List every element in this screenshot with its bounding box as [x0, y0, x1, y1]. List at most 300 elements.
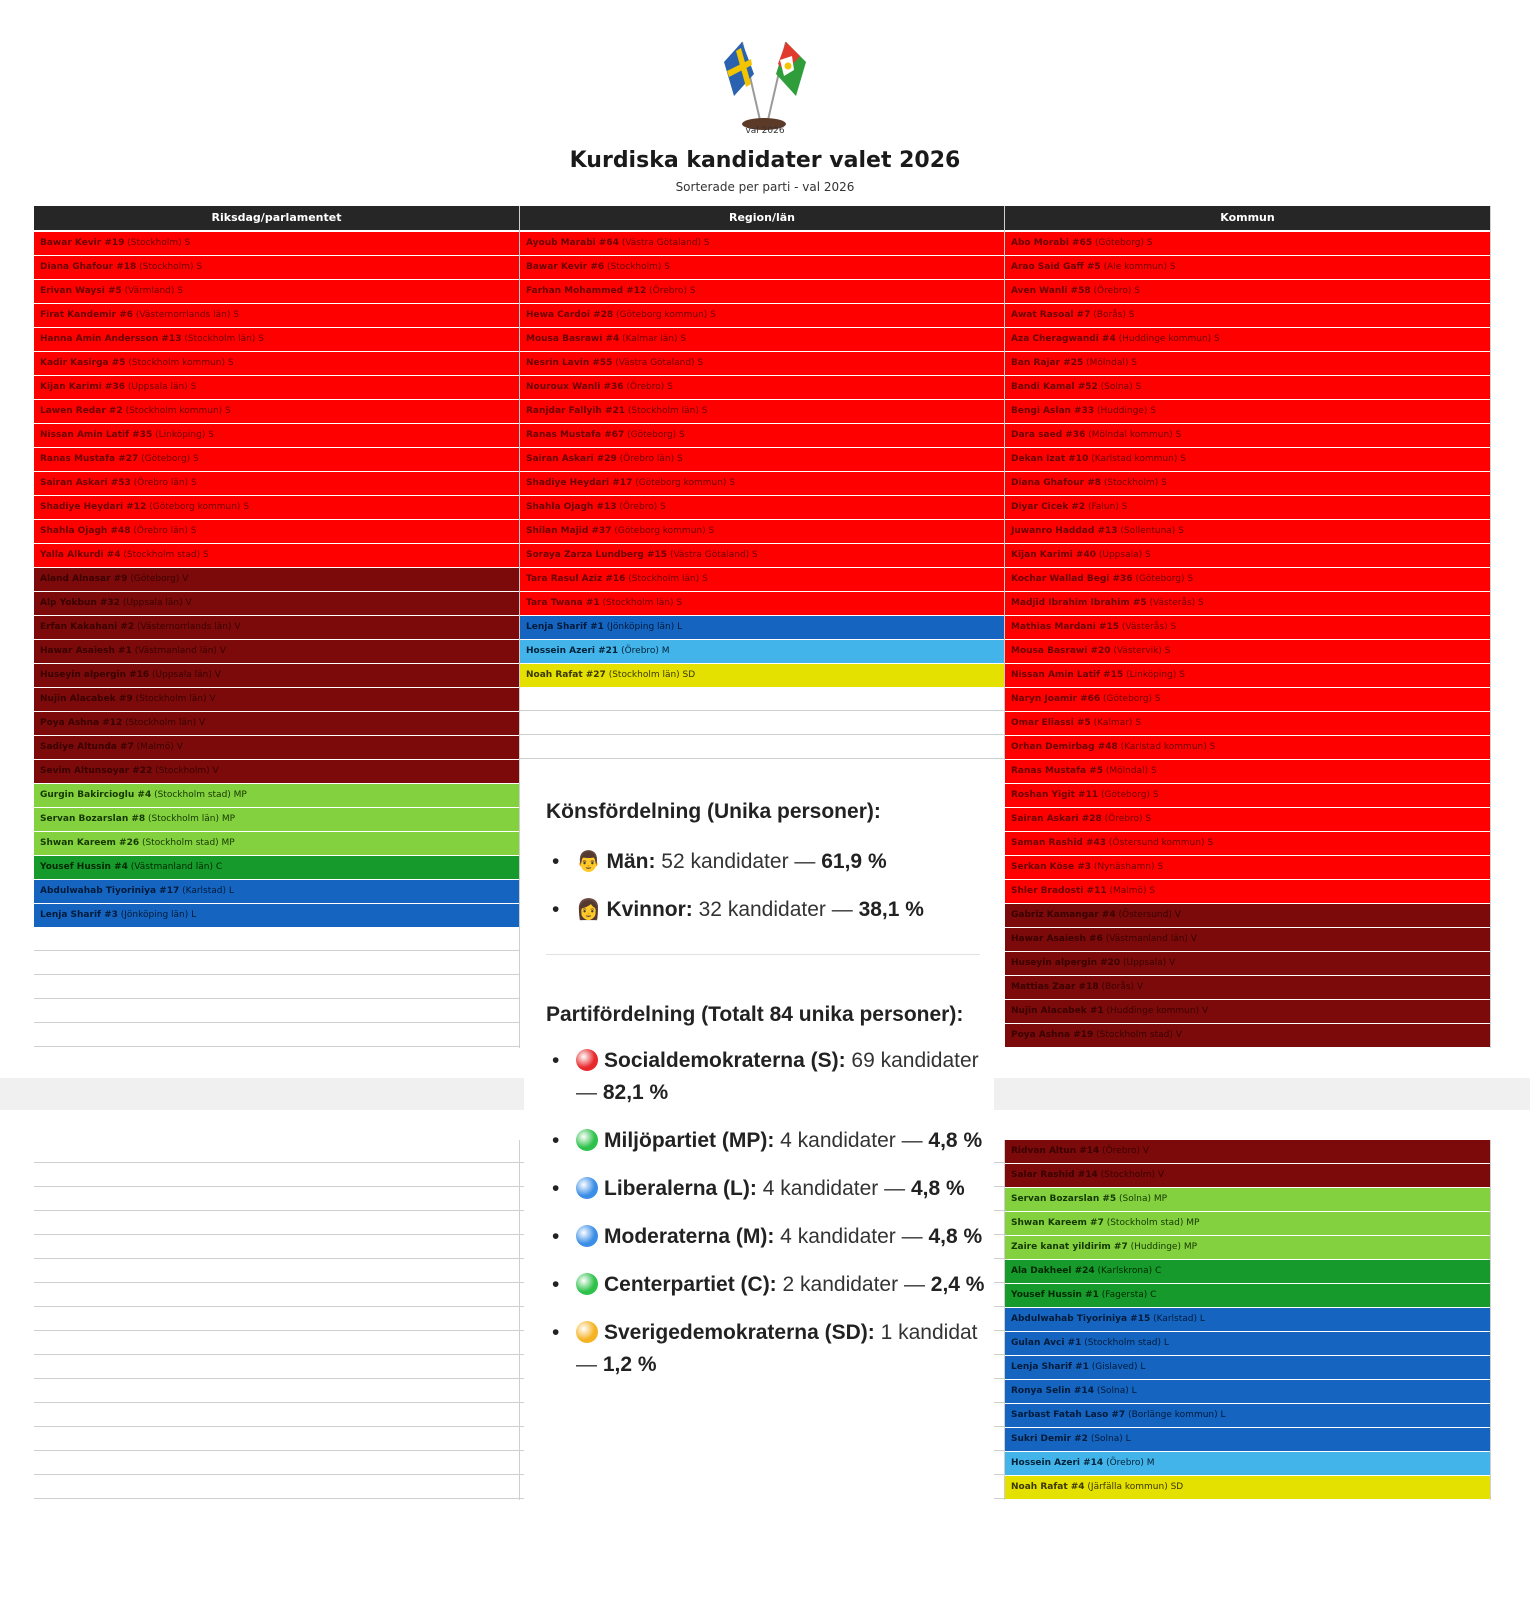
candidate-place: (Västerås) — [1146, 598, 1199, 608]
candidate-place: (Mölndal) — [1103, 766, 1151, 776]
candidate-name: Sairan Askari #53 — [40, 478, 131, 488]
logo-caption: val 2026 — [745, 126, 785, 136]
candidate-row — [520, 496, 1004, 519]
empty-row — [520, 712, 1004, 735]
candidate-row — [34, 736, 519, 759]
party-label: Liberalerna (L): — [604, 1177, 757, 1200]
party-title: Partifördelning (Totalt 84 unika personer): — [546, 1003, 964, 1026]
party-percent: 2,4 % — [930, 1273, 985, 1296]
person-icon: 👩 — [576, 899, 607, 921]
candidate-row — [1005, 760, 1490, 783]
candidate-party: L — [1199, 1314, 1205, 1324]
empty-row — [520, 688, 1004, 711]
candidate-party: S — [697, 358, 704, 368]
candidate-row — [34, 448, 519, 471]
candidate-place: (Solna) — [1087, 1434, 1126, 1444]
candidate-row — [1005, 592, 1490, 615]
candidate-name: Serkan Köse #3 — [1011, 862, 1092, 872]
candidate-party: S — [752, 550, 758, 560]
candidate-name: Aland Alnasar #9 — [40, 574, 128, 584]
candidate-party: S — [1146, 238, 1153, 248]
candidate-name: Ridvan Altun #14 — [1011, 1146, 1100, 1156]
candidate-place: (Örebro) — [646, 286, 690, 296]
candidate-place: (Stockholm län) — [605, 670, 683, 680]
candidate-party: V — [198, 718, 206, 728]
candidate-list — [1005, 232, 1490, 1047]
candidate-place: (Nynäshamn) — [1091, 862, 1158, 872]
candidate-party: V — [214, 670, 221, 680]
candidate-party: L — [1125, 1434, 1131, 1444]
candidate-name: Poya Ashna #19 — [1011, 1030, 1094, 1040]
candidate-name: Shler Bradosti #11 — [1011, 886, 1107, 896]
candidate-row — [1005, 736, 1490, 759]
candidate-party: MP — [1186, 1218, 1200, 1228]
candidate-row — [520, 256, 1004, 279]
candidate-row — [1005, 616, 1490, 639]
candidate-name: Shwan Kareem #26 — [40, 838, 140, 848]
candidate-row — [1005, 1188, 1490, 1211]
candidate-party: S — [664, 262, 670, 272]
candidate-name: Mousa Basrawi #20 — [1011, 646, 1111, 656]
candidate-party: C — [1155, 1266, 1162, 1276]
candidate-party: V — [209, 694, 216, 704]
candidate-row — [1005, 904, 1490, 927]
candidate-place: (Linköping) — [152, 430, 209, 440]
candidate-party: S — [1178, 526, 1184, 536]
candidate-place: (Göteborg) — [1098, 790, 1153, 800]
candidate-row — [1005, 304, 1490, 327]
empty-row — [34, 1140, 519, 1163]
candidate-name: Servan Bozarslan #8 — [40, 814, 146, 824]
candidate-party: S — [1175, 430, 1182, 440]
column-riksdag-continued — [34, 1140, 520, 1500]
candidate-name: Sevim Altunsoyar #22 — [40, 766, 153, 776]
candidate-name: Nujin Alacabek #9 — [40, 694, 133, 704]
candidate-name: Ban Rajar #25 — [1011, 358, 1084, 368]
candidate-row — [34, 328, 519, 351]
candidate-party: S — [708, 526, 715, 536]
candidate-place: (Stockholm län) — [181, 334, 259, 344]
column-kommun — [1005, 206, 1491, 1048]
candidate-place: (Uppsala län) — [119, 598, 186, 608]
candidate-name: Aven Wanli #58 — [1011, 286, 1091, 296]
divider — [546, 954, 980, 955]
candidate-party: V — [182, 574, 189, 584]
candidate-name: Diana Ghafour #8 — [1011, 478, 1101, 488]
candidate-place: (Västra Götaland) — [618, 238, 704, 248]
candidate-name: Bengi Aslan #33 — [1011, 406, 1095, 416]
statistics-panel — [524, 760, 994, 1500]
empty-row — [34, 1476, 519, 1499]
candidate-row — [1005, 376, 1490, 399]
candidate-row — [1005, 880, 1490, 903]
candidate-place: (Örebro län) — [616, 454, 677, 464]
candidate-name: Orhan Demirbag #48 — [1011, 742, 1118, 752]
empty-row — [34, 1236, 519, 1259]
candidate-row — [34, 640, 519, 663]
candidate-name: Sairan Askari #29 — [526, 454, 617, 464]
candidate-name: Shadiye Heydari #17 — [526, 478, 633, 488]
candidate-row — [1005, 784, 1490, 807]
candidate-row — [34, 784, 519, 807]
candidate-list — [1005, 1140, 1490, 1499]
candidate-row — [1005, 1332, 1490, 1355]
candidate-name: Yalla Alkurdi #4 — [40, 550, 121, 560]
candidate-place: (Västra Götaland) — [612, 358, 698, 368]
candidate-name: Shadiye Heydari #12 — [40, 502, 147, 512]
candidate-party: V — [1169, 958, 1176, 968]
candidate-row — [34, 616, 519, 639]
candidate-name: Huseyin alpergin #16 — [40, 670, 150, 680]
candidate-name: Zaire kanat yildirim #7 — [1011, 1242, 1128, 1252]
candidate-row — [34, 880, 519, 903]
candidate-row — [34, 760, 519, 783]
candidate-party: SD — [1170, 1482, 1184, 1492]
candidate-party: S — [1135, 718, 1142, 728]
candidate-place: (Västervik) — [1110, 646, 1165, 656]
candidate-row — [1005, 1000, 1490, 1023]
candidate-name: Awat Rasoal #7 — [1011, 310, 1091, 320]
candidate-row — [1005, 544, 1490, 567]
candidate-name: Firat Kandemir #6 — [40, 310, 134, 320]
candidate-party: S — [1128, 310, 1135, 320]
candidate-place: (Stockholm stad) — [1081, 1338, 1164, 1348]
candidate-row — [1005, 1356, 1490, 1379]
candidate-place: (Östersund kommun) — [1106, 838, 1208, 848]
candidate-place: (Borås) — [1090, 310, 1129, 320]
candidate-party: S — [667, 382, 673, 392]
candidate-place: (Göteborg kommun) — [613, 310, 711, 320]
candidate-place: (Stockholm stad) — [1103, 1218, 1187, 1228]
party-label: Centerpartiet (C): — [604, 1273, 777, 1296]
candidate-row — [1005, 856, 1490, 879]
column-header: Kommun — [1005, 206, 1490, 230]
candidate-name: Nouroux Wanli #36 — [526, 382, 624, 392]
candidate-place: (Uppsala län) — [149, 670, 215, 680]
empty-row — [34, 1212, 519, 1235]
candidate-row — [1005, 952, 1490, 975]
gender-item — [552, 846, 994, 878]
party-label: Miljöpartiet (MP): — [604, 1129, 775, 1152]
candidate-name: Sarbast Fatah Laso #7 — [1011, 1410, 1126, 1420]
candidate-row — [520, 544, 1004, 567]
candidate-party: S — [225, 406, 231, 416]
candidate-place: (Huddinge kommun) — [1115, 334, 1215, 344]
candidate-place: (Västra Götaland) — [667, 550, 753, 560]
candidate-row — [1005, 1308, 1490, 1331]
candidate-place: (Östersund) — [1115, 910, 1175, 920]
candidate-name: Diyar Cicek #2 — [1011, 502, 1086, 512]
empty-row — [34, 1188, 519, 1211]
candidate-name: Bandi Kamal #52 — [1011, 382, 1098, 392]
candidate-row — [1005, 640, 1490, 663]
column-kommun-continued — [1005, 1140, 1491, 1500]
candidate-row — [1005, 1164, 1490, 1187]
candidate-party: S — [710, 310, 716, 320]
candidate-name: Hossein Azeri #21 — [526, 646, 619, 656]
empty-row — [34, 1260, 519, 1283]
candidate-party: S — [1152, 790, 1159, 800]
party-item — [552, 1221, 994, 1253]
party-percent: 82,1 % — [602, 1081, 669, 1104]
candidate-place: (Stockholm stad) — [151, 790, 234, 800]
page-title: Kurdiska kandidater valet 2026 — [569, 148, 961, 173]
candidate-party: S — [193, 454, 199, 464]
candidate-party: S — [1187, 574, 1194, 584]
candidate-party: S — [1169, 262, 1176, 272]
candidate-name: Servan Bozarslan #5 — [1011, 1194, 1117, 1204]
candidate-place: (Solna) — [1093, 1386, 1132, 1396]
candidate-name: Erfan Kakahani #2 — [40, 622, 135, 632]
candidate-row — [1005, 424, 1490, 447]
party-item — [552, 1269, 994, 1301]
candidate-row — [1005, 712, 1490, 735]
party-count: 4 kandidater — — [774, 1225, 929, 1248]
candidate-party: S — [680, 334, 687, 344]
candidate-row — [34, 232, 519, 255]
candidate-name: Ranjdar Fallyih #21 — [526, 406, 626, 416]
candidate-party: S — [1198, 598, 1204, 608]
candidate-row — [1005, 1452, 1490, 1475]
party-list — [552, 1045, 994, 1381]
candidate-name: Abdulwahab Tiyoriniya #15 — [1011, 1314, 1151, 1324]
candidate-place: (Jönköping län) — [603, 622, 678, 632]
candidate-party: C — [215, 862, 223, 872]
candidate-name: Kochar Wallad Begi #36 — [1011, 574, 1133, 584]
candidate-party: V — [212, 766, 219, 776]
candidate-party: V — [1175, 1030, 1182, 1040]
candidate-name: Gurgin Bakircioglu #4 — [40, 790, 152, 800]
party-label: Sverigedemokraterna (SD): — [604, 1321, 875, 1344]
candidate-name: Abo Morabi #65 — [1011, 238, 1093, 248]
candidate-party: S — [227, 358, 234, 368]
candidate-row — [1005, 232, 1490, 255]
candidate-list — [520, 232, 1004, 759]
candidate-name: Sairan Askari #28 — [1011, 814, 1102, 824]
candidate-party: MP — [1183, 1242, 1198, 1252]
candidate-row — [1005, 832, 1490, 855]
candidate-row — [1005, 1260, 1490, 1283]
party-count: 4 kandidater — — [756, 1177, 911, 1200]
candidate-name: Hossein Azeri #14 — [1011, 1458, 1104, 1468]
candidate-party: S — [1164, 646, 1171, 656]
candidate-place: (Västerås) — [1119, 622, 1171, 632]
candidate-party: L — [1140, 1362, 1146, 1372]
candidate-place: (Karlstad kommun) — [1088, 454, 1181, 464]
column-riksdag — [34, 206, 520, 1048]
empty-row — [34, 1332, 519, 1355]
candidate-name: Dekan Izat #10 — [1011, 454, 1089, 464]
column-region — [520, 206, 1005, 760]
candidate-name: Lenja Sharif #3 — [40, 910, 118, 920]
candidate-place: (Stockholm län) — [625, 574, 703, 584]
party-color-dot-icon — [576, 1177, 598, 1199]
candidate-row — [1005, 1404, 1490, 1427]
candidate-party: S — [1214, 334, 1220, 344]
candidate-name: Nujin Alacabek #1 — [1011, 1006, 1104, 1016]
candidate-row — [1005, 256, 1490, 279]
candidate-party: SD — [682, 670, 696, 680]
candidate-name: Sadiye Altunda #7 — [40, 742, 134, 752]
candidate-place: (Stockholm) — [1097, 1170, 1158, 1180]
candidate-place: (Solna) — [1116, 1194, 1154, 1204]
candidate-party: S — [1157, 862, 1164, 872]
candidate-row — [1005, 976, 1490, 999]
empty-row — [34, 952, 519, 975]
candidate-party: S — [676, 454, 683, 464]
party-percent: 4,8 % — [928, 1129, 983, 1152]
candidate-party: V — [1142, 1146, 1150, 1156]
candidate-place: (Stockholm) — [136, 262, 197, 272]
candidate-party: L — [228, 886, 234, 896]
candidate-place: (Linköping) — [1123, 670, 1180, 680]
empty-row — [34, 976, 519, 999]
party-item — [552, 1173, 994, 1205]
candidate-name: Roshan Yigit #11 — [1011, 790, 1099, 800]
candidate-place: (Fagersta) — [1098, 1290, 1151, 1300]
candidate-name: Hawar Asaiesh #1 — [40, 646, 132, 656]
candidate-row — [1005, 1024, 1490, 1047]
candidate-place: (Stockholm län) — [145, 814, 222, 824]
candidate-place: (Malmö) — [133, 742, 177, 752]
party-percent: 4,8 % — [928, 1225, 983, 1248]
candidate-row — [520, 352, 1004, 375]
candidate-place: (Huddinge) — [1094, 406, 1151, 416]
candidate-row — [520, 400, 1004, 423]
candidate-place: (Stockholm län) — [132, 694, 210, 704]
candidate-party: S — [729, 478, 736, 488]
candidate-name: Yousef Hussin #1 — [1011, 1290, 1099, 1300]
candidate-party: S — [1131, 358, 1137, 368]
candidate-row — [520, 424, 1004, 447]
candidate-place: (Karlstad kommun) — [1117, 742, 1210, 752]
candidate-name: Dara saed #36 — [1011, 430, 1086, 440]
candidate-place: (Örebro) — [623, 382, 668, 392]
candidate-name: Nissan Amin Latif #35 — [40, 430, 153, 440]
candidate-row — [520, 640, 1004, 663]
candidate-place: (Mölndal kommun) — [1085, 430, 1176, 440]
candidate-name: Bawar Kevir #6 — [526, 262, 605, 272]
candidate-row — [520, 448, 1004, 471]
empty-row — [34, 928, 519, 951]
candidate-place: (Kalmar län) — [619, 334, 681, 344]
person-icon: 👨 — [576, 851, 607, 873]
candidate-name: Omar Eliassi #5 — [1011, 718, 1091, 728]
party-color-dot-icon — [576, 1225, 598, 1247]
candidate-party: L — [1220, 1410, 1226, 1420]
gender-title: Könsfördelning (Unika personer): — [546, 800, 881, 823]
candidate-place: (Huddinge) — [1127, 1242, 1184, 1252]
candidate-row — [1005, 400, 1490, 423]
candidate-party: S — [1209, 742, 1216, 752]
candidate-name: Erivan Waysi #5 — [40, 286, 122, 296]
candidate-row — [34, 568, 519, 591]
candidate-party: V — [1201, 1006, 1209, 1016]
party-color-dot-icon — [576, 1129, 598, 1151]
candidate-party: M — [1146, 1458, 1155, 1468]
candidate-party: V — [185, 598, 192, 608]
candidate-row — [1005, 496, 1490, 519]
candidate-place: (Mölndal) — [1083, 358, 1132, 368]
candidate-row — [1005, 352, 1490, 375]
candidate-place: (Stockholm stad) — [139, 838, 222, 848]
candidate-party: S — [1144, 550, 1151, 560]
candidate-row — [1005, 520, 1490, 543]
candidate-party: S — [1134, 286, 1140, 296]
empty-row — [34, 1452, 519, 1475]
candidate-party: S — [1145, 814, 1152, 824]
candidate-name: Juwanro Haddad #13 — [1011, 526, 1118, 536]
candidate-row — [1005, 280, 1490, 303]
candidate-place: (Stockholm stad) — [120, 550, 203, 560]
candidate-name: Abdulwahab Tiyoriniya #17 — [40, 886, 180, 896]
candidate-name: Ronya Selin #14 — [1011, 1386, 1094, 1396]
candidate-place: (Göteborg kommun) — [146, 502, 244, 512]
empty-row — [34, 1356, 519, 1379]
candidate-party: V — [1157, 1170, 1165, 1180]
candidate-name: Mattias Zaar #18 — [1011, 982, 1099, 992]
candidate-party: L — [1131, 1386, 1137, 1396]
candidate-row — [34, 256, 519, 279]
candidate-row — [1005, 664, 1490, 687]
candidate-row — [34, 520, 519, 543]
candidate-party: MP — [221, 814, 236, 824]
candidate-party: L — [191, 910, 197, 920]
candidate-party: S — [1150, 766, 1157, 776]
candidate-party: S — [208, 430, 214, 440]
candidate-party: S — [190, 526, 197, 536]
candidate-name: Gabriz Kamangar #4 — [1011, 910, 1116, 920]
candidate-party: S — [1154, 694, 1161, 704]
candidate-row — [34, 592, 519, 615]
candidate-row — [520, 520, 1004, 543]
candidate-name: Shilan Majid #37 — [526, 526, 612, 536]
candidate-party: MP — [1153, 1194, 1168, 1204]
candidate-place: (Västernorrlands län) — [134, 622, 235, 632]
candidate-row — [1005, 1428, 1490, 1451]
candidate-name: Tara Rasul Aziz #16 — [526, 574, 626, 584]
candidate-name: Sukri Demir #2 — [1011, 1434, 1088, 1444]
candidate-place: (Örebro län) — [130, 478, 191, 488]
candidate-place: (Västmanland län) — [1102, 934, 1191, 944]
candidate-name: Gulan Avci #1 — [1011, 1338, 1082, 1348]
candidate-name: Nesrin Lavin #55 — [526, 358, 613, 368]
gender-list — [552, 846, 994, 926]
candidate-party: S — [202, 550, 209, 560]
empty-rows — [34, 1140, 519, 1499]
party-percent: 4,8 % — [910, 1177, 965, 1200]
party-count: 1 kandidat — — [576, 1321, 978, 1376]
candidate-party: V — [176, 742, 183, 752]
empty-row — [34, 1284, 519, 1307]
candidate-name: Lenja Sharif #1 — [526, 622, 604, 632]
candidate-row — [1005, 688, 1490, 711]
candidate-row — [34, 424, 519, 447]
candidate-place: (Västernorrlands län) — [133, 310, 234, 320]
candidate-row — [34, 688, 519, 711]
candidate-party: S — [1207, 838, 1214, 848]
candidate-place: (Göteborg kommun) — [611, 526, 709, 536]
candidate-place: (Stockholm) — [604, 262, 665, 272]
candidate-place: (Malmö) — [1106, 886, 1150, 896]
candidate-name: Noah Rafat #27 — [526, 670, 606, 680]
candidate-name: Ala Dakheel #24 — [1011, 1266, 1095, 1276]
candidate-row — [34, 808, 519, 831]
candidate-party: S — [703, 238, 710, 248]
candidate-row — [1005, 472, 1490, 495]
candidate-place: (Stockholm län) — [599, 598, 677, 608]
candidate-row — [520, 568, 1004, 591]
